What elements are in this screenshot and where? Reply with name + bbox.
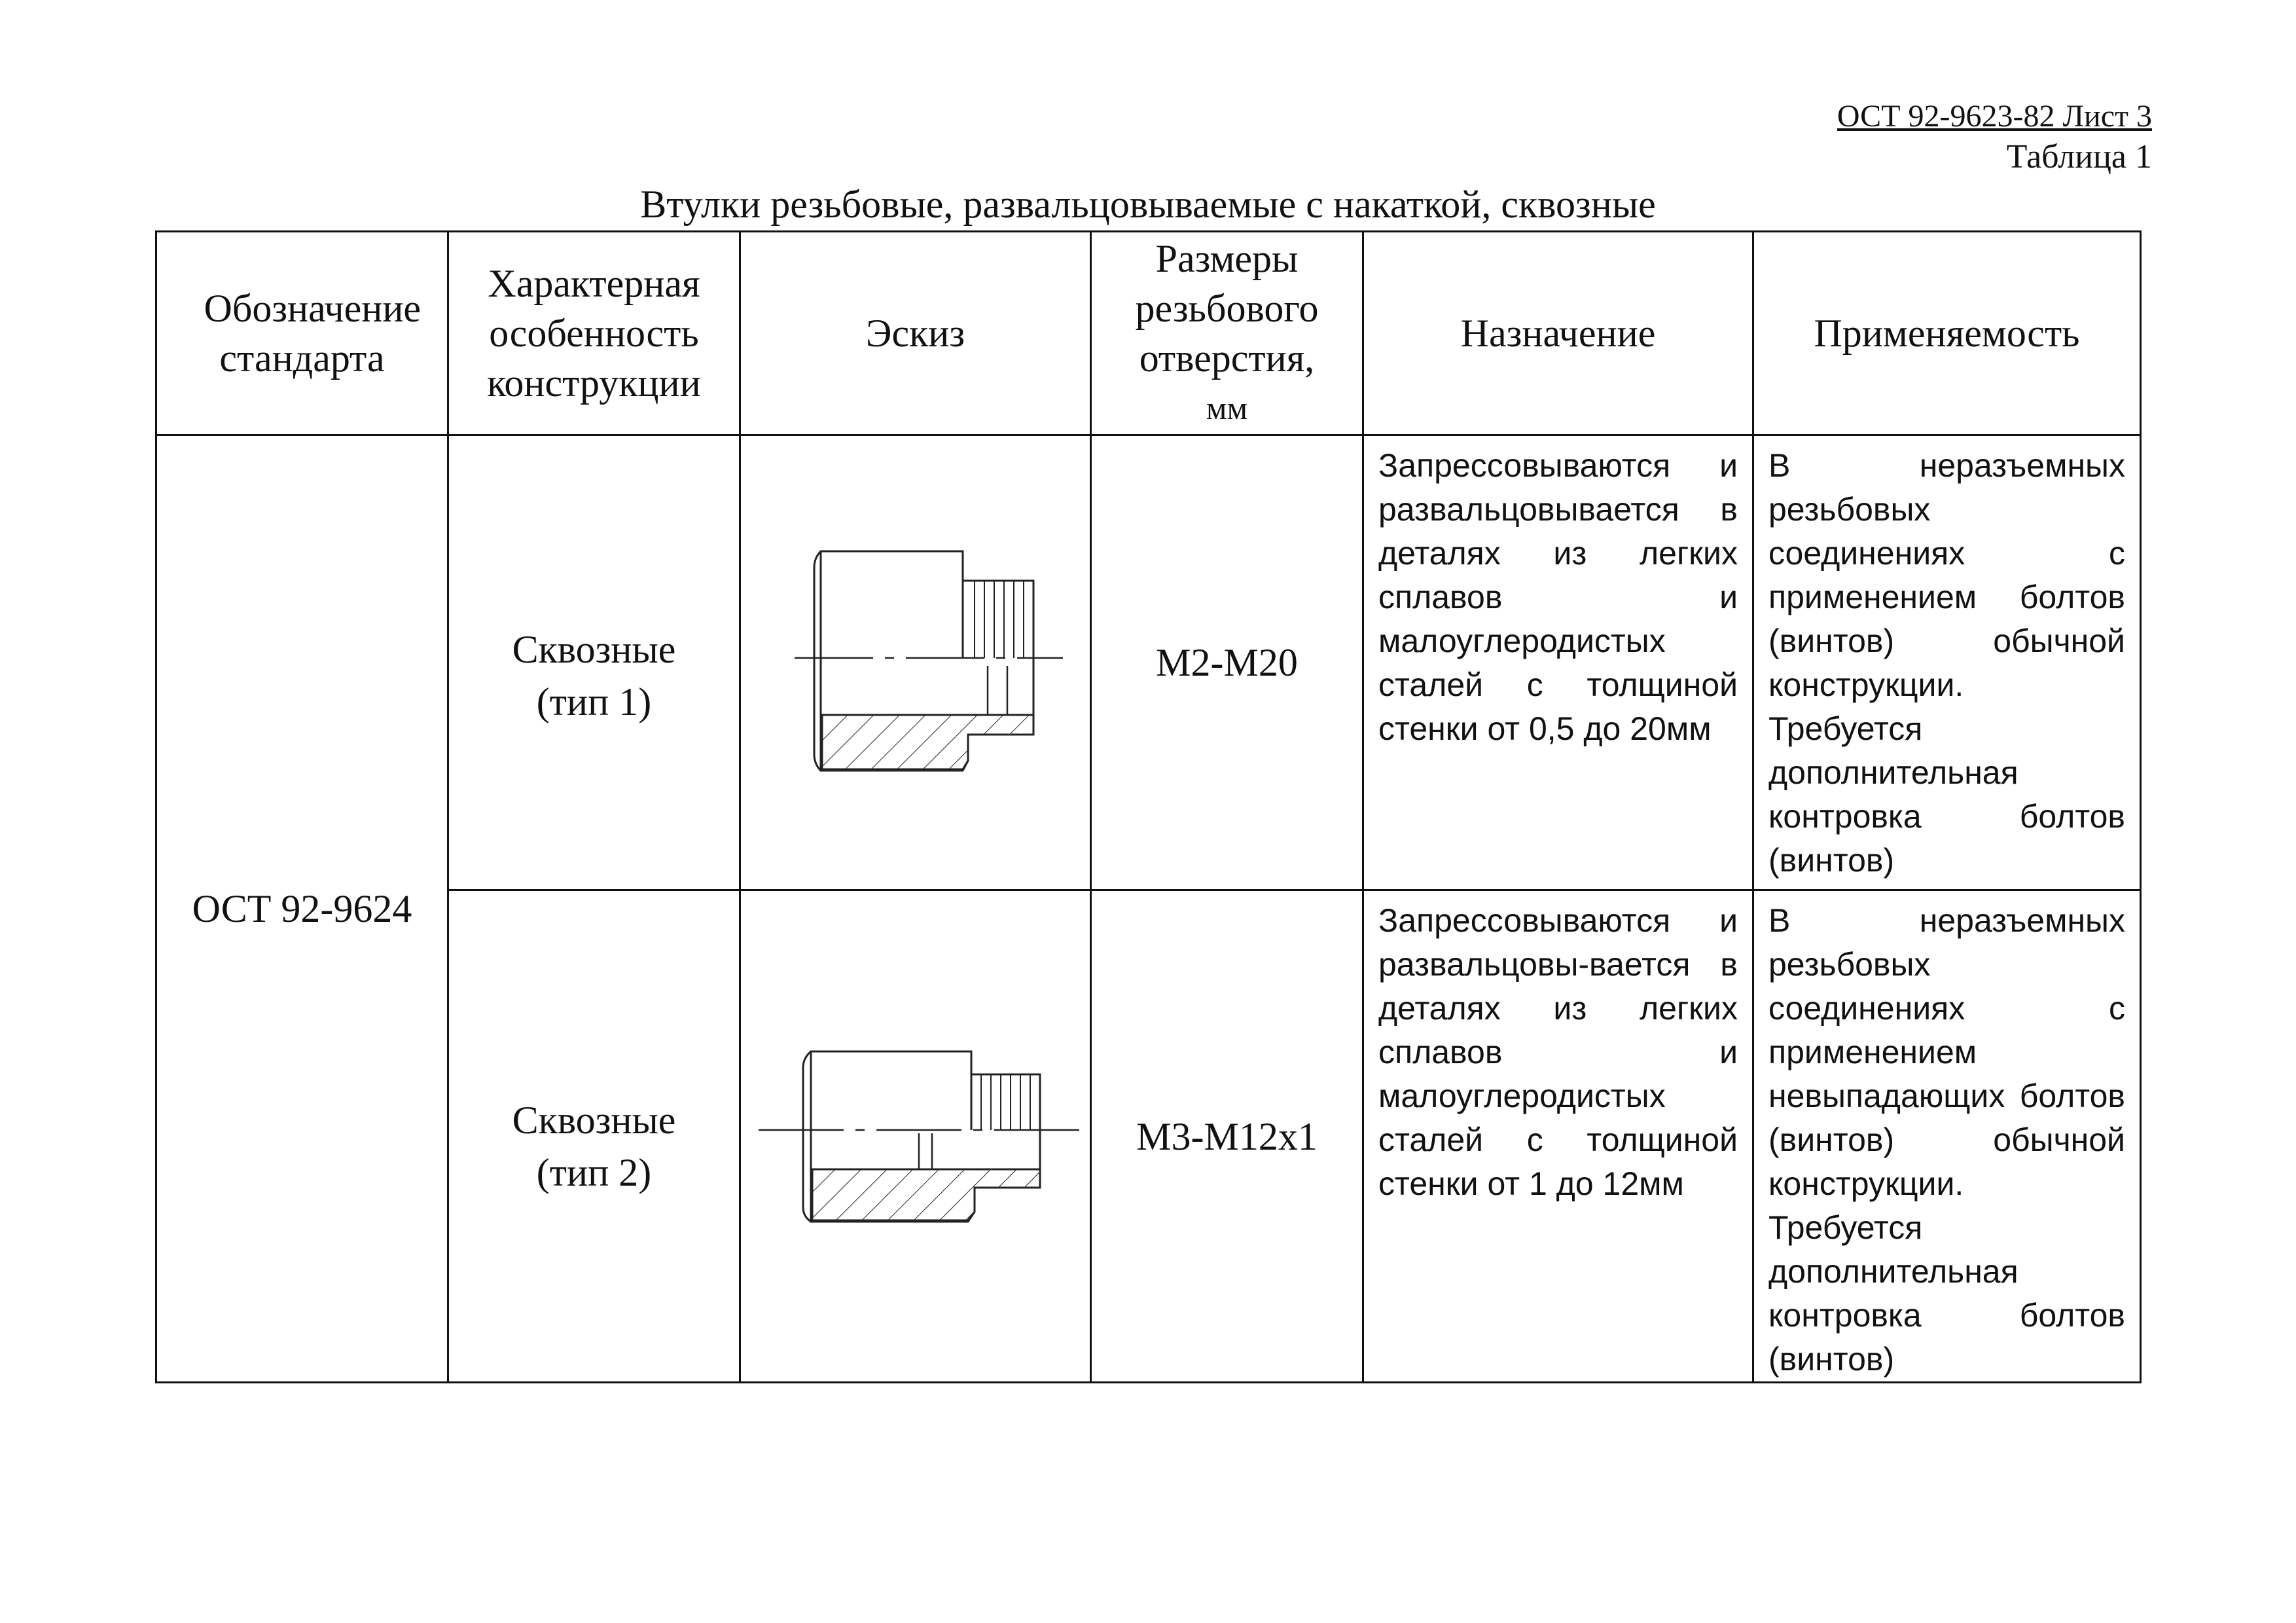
size-cell bbox=[1091, 435, 1363, 890]
applicability-note: Требуется дополнительная контровка болтов (винтов) bbox=[1768, 710, 2125, 879]
type-name: Сквозные bbox=[512, 1098, 676, 1142]
header-sketch: Эскиз bbox=[740, 232, 1091, 435]
header-sizes: Размеры резьбового отверстия, мм bbox=[1091, 232, 1363, 435]
sketch-cell bbox=[740, 890, 1091, 1383]
sketch-cell bbox=[740, 435, 1091, 890]
purpose-cell bbox=[1363, 890, 1753, 1383]
feature-cell bbox=[448, 890, 740, 1383]
applicability-text: В неразъемных резьбовых соединениях с применением невыпадающих болтов (винтов) обычной конструкции. bbox=[1768, 902, 2125, 1202]
header-sizes-unit: мм bbox=[1206, 390, 1248, 426]
applicability-text: В неразъемных резьбовых соединениях с применением болтов (винтов) обычной конструкции. bbox=[1768, 447, 2125, 703]
applicability-note: Требуется дополнительная контровка болтов (винтов) bbox=[1768, 1209, 2125, 1377]
standard-cell bbox=[156, 435, 448, 1383]
bushing-type-1-sketch-icon bbox=[759, 519, 1073, 807]
type-number: (тип 2) bbox=[536, 1150, 652, 1194]
document-reference: ОСТ 92-9623-82 Лист 3 bbox=[1837, 99, 2152, 134]
header-feature: Характерная особенность конструкции bbox=[448, 232, 740, 435]
table-row-type-2 bbox=[156, 890, 2141, 1383]
applicability-cell bbox=[1753, 890, 2141, 1383]
purpose-cell bbox=[1363, 435, 1753, 890]
header-row bbox=[156, 232, 2141, 435]
table-number: Таблица 1 bbox=[2006, 138, 2152, 175]
bushing-type-2-sketch-icon bbox=[745, 1025, 1086, 1248]
applicability-cell bbox=[1753, 435, 2141, 890]
table-title: Втулки резьбовые, развальцовываемые с накаткой, сквозные bbox=[640, 183, 1656, 226]
size-cell bbox=[1091, 890, 1363, 1383]
purpose-text: Запрессовываются и развальцовывается в деталях из легких сплавов и малоуглеродистых сталей с толщиной стенки от 0,5 до 20мм bbox=[1378, 447, 1738, 747]
standard-designation: ОСТ 92-9624 bbox=[192, 887, 412, 930]
header-standard: Обозначение стандарта bbox=[156, 232, 448, 435]
type-number: (тип 1) bbox=[536, 680, 652, 723]
header-applicability: Применяемость bbox=[1753, 232, 2141, 435]
header-purpose: Назначение bbox=[1363, 232, 1753, 435]
type-name: Сквозные bbox=[512, 628, 676, 671]
bushings-table bbox=[155, 230, 2142, 1383]
thread-size: М3-М12х1 bbox=[1136, 1114, 1318, 1158]
purpose-text: Запрессовываются и развальцовы-вается в деталях из легких сплавов и малоуглеродистых сталей с толщиной стенки от 1 до 12мм bbox=[1378, 902, 1738, 1202]
feature-cell bbox=[448, 435, 740, 890]
thread-size: М2-М20 bbox=[1156, 641, 1298, 684]
table-row-type-1 bbox=[156, 435, 2141, 890]
